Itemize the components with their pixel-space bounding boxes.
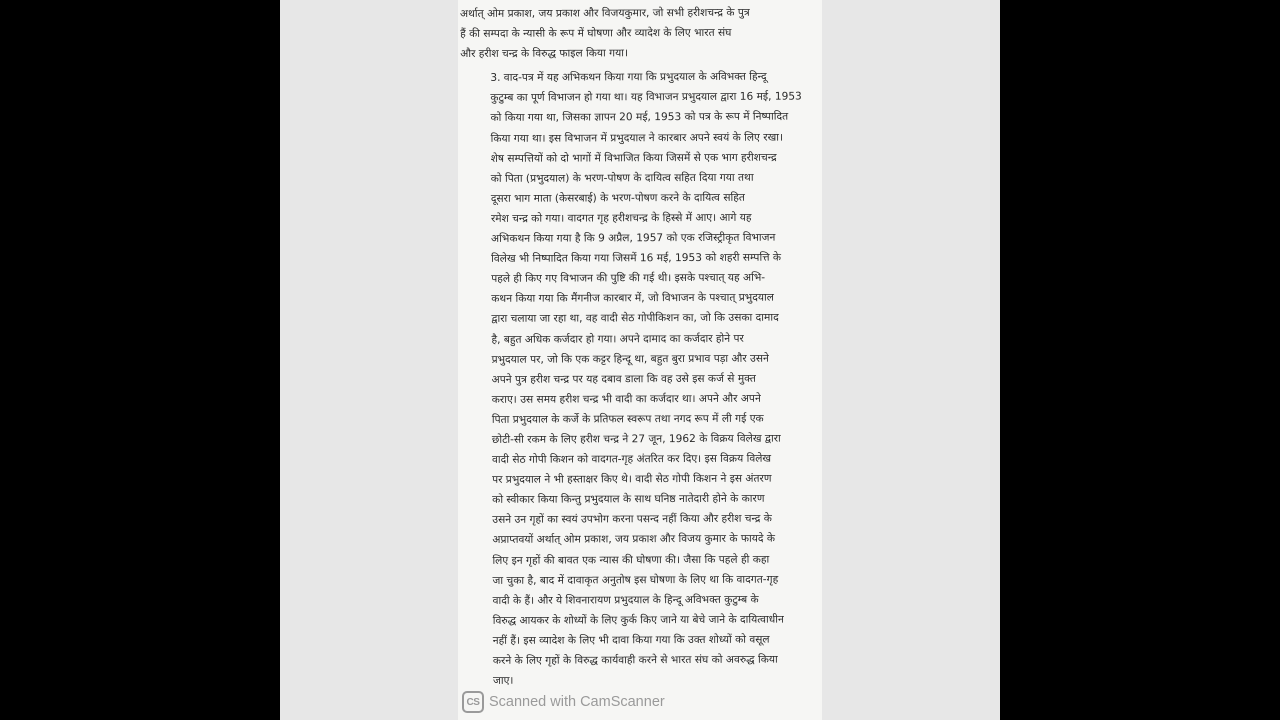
text-line: वादी सेठ गोपी किशन को वादगत-गृह अंतरित कर दिए। इस विक्रय विलेख	[491, 452, 772, 466]
paragraph-1	[460, 2, 812, 64]
text-line: शेष सम्पत्तियों को दो भागों में विभाजित किया जिसमें से एक भाग हरीशचन्द्र	[490, 151, 777, 165]
text-line: हैं की सम्पदा के न्यासी के रूप में घोषणा और व्यादेश के लिए भारत संघ	[460, 26, 732, 41]
text-line: कुटुम्ब का पूर्ण विभाजन हो गया था। यह विभाजन प्रभुदयाल द्वारा 16 मई, 1953	[490, 90, 802, 105]
left-margin-gray	[280, 0, 458, 720]
text-line: दूसरा भाग माता (केसरबाई) के भरण-पोषण करने के दायित्व सहित	[490, 191, 745, 205]
text-line: छोटी-सी रकम के लिए हरीश चन्द्र ने 27 जून, 1962 के विक्रय विलेख द्वारा	[491, 432, 781, 446]
text-line: रमेश चन्द्र को गया। वादगत गृह हरीशचन्द्र के हिस्से में आए। आगे यह	[490, 211, 752, 225]
right-margin-gray	[822, 0, 1000, 720]
text-line: को पिता (प्रभुदयाल) के भरण-पोषण के दायित्व सहित दिया गया तथा	[490, 171, 754, 185]
text-line: है, बहुत अधिक कर्जदार हो गया। अपने दामाद का कर्जदार होने पर	[491, 332, 744, 346]
text-line: वादी के हैं। और ये शिवनारायण प्रभुदयाल के हिन्दू अविभक्त कुटुम्ब के	[492, 593, 759, 607]
text-line: उसने उन गृहों का स्वयं उपभोग करना पसन्द नहीं किया और हरीश चन्द्र के	[492, 512, 772, 527]
document-text	[460, 2, 815, 691]
camscanner-watermark	[462, 690, 665, 714]
text-line: जाए।	[492, 674, 514, 687]
text-line: और हरीश चन्द्र के विरुद्ध फाइल किया गया।	[460, 47, 629, 61]
text-line: करने के लिए गृहों के विरुद्ध कार्यवाही करने से भारत संघ को अवरुद्ध किया	[492, 653, 778, 667]
text-line: जा चुका है, बाद में दावाकृत अनुतोष इस घोषणा के लिए था कि वादगत-गृह	[492, 573, 779, 587]
left-letterbox	[0, 0, 280, 720]
text-line: किया गया था। इस विभाजन में प्रभुदयाल ने कारबार अपने स्वयं के लिए रखा।	[490, 131, 784, 145]
text-line: अर्थात् ओम प्रकाश, जय प्रकाश और विजयकुमार, जो सभी हरीशचन्द्र के पुत्र	[460, 6, 750, 20]
text-line: लिए इन गृहों की बावत एक न्यास की घोषणा की। जैसा कि पहले ही कहा	[492, 553, 770, 567]
text-line: द्वारा चलाया जा रहा था, वह वादी सेठ गोपीकिशन का, जो कि उसका दामाद	[491, 312, 779, 326]
text-line: कराए। उस समय हरीश चन्द्र भी वादी का कर्जदार था। अपने और अपने	[491, 392, 761, 406]
text-line: पर प्रभुदयाल ने भी हस्ताक्षर किए थे। वादी सेठ गोपी किशन ने इस अंतरण	[492, 472, 772, 487]
paragraph-2	[460, 67, 815, 691]
text-line: विलेख भी निष्पादित किया गया जिसमें 16 मई, 1953 को शहरी सम्पत्ति के	[491, 251, 782, 265]
text-line: पिता प्रभुदयाल के कर्जे के प्रतिफल स्वरूप तथा नगद रूप में ली गई एक	[491, 412, 764, 426]
scanned-page	[458, 0, 822, 720]
watermark-label: Scanned with CamScanner	[489, 694, 665, 710]
text-line: कथन किया गया कि मैंगनीज कारबार में, जो विभाजन के पश्चात् प्रभुदयाल	[491, 291, 774, 306]
text-line: को स्वीकार किया किन्तु प्रभुदयाल के साथ घनिष्ठ नातेदारी होने के कारण	[492, 492, 765, 507]
text-line: अभिकथन किया गया है कि 9 अप्रैल, 1957 को एक रजिस्ट्रीकृत विभाजन	[490, 231, 776, 245]
text-line: विरुद्ध आयकर के शोध्यों के लिए कुर्क किए जाने या बेचे जाने के दायित्वाधीन	[492, 613, 784, 627]
camscanner-logo-icon: CS	[462, 691, 484, 713]
text-line: अपने पुत्र हरीश चन्द्र पर यह दबाव डाला कि वह उसे इस कर्ज से मुक्त	[491, 372, 756, 386]
text-line: अप्राप्तवयों अर्थात् ओम प्रकाश, जय प्रकाश और विजय कुमार के फायदे के	[492, 533, 776, 547]
right-letterbox	[1000, 0, 1280, 720]
text-line: को किया गया था, जिसका ज्ञापन 20 मई, 1953 को पत्र के रूप में निष्पादित	[490, 111, 789, 125]
text-line: नहीं हैं। इस व्यादेश के लिए भी दावा किया गया कि उक्त शोध्यों को वसूल	[492, 633, 770, 647]
text-line: पहले ही किए गए विभाजन की पुष्टि की गई थी। इसके पश्चात् यह अभि-	[491, 271, 766, 286]
text-line: 3. वाद-पत्र में यह अभिकथन किया गया कि प्रभुदयाल के अविभक्त हिन्दू	[490, 70, 767, 85]
text-line: प्रभुदयाल पर, जो कि एक कट्टर हिन्दू था, बहुत बुरा प्रभाव पड़ा और उसने	[491, 352, 769, 366]
